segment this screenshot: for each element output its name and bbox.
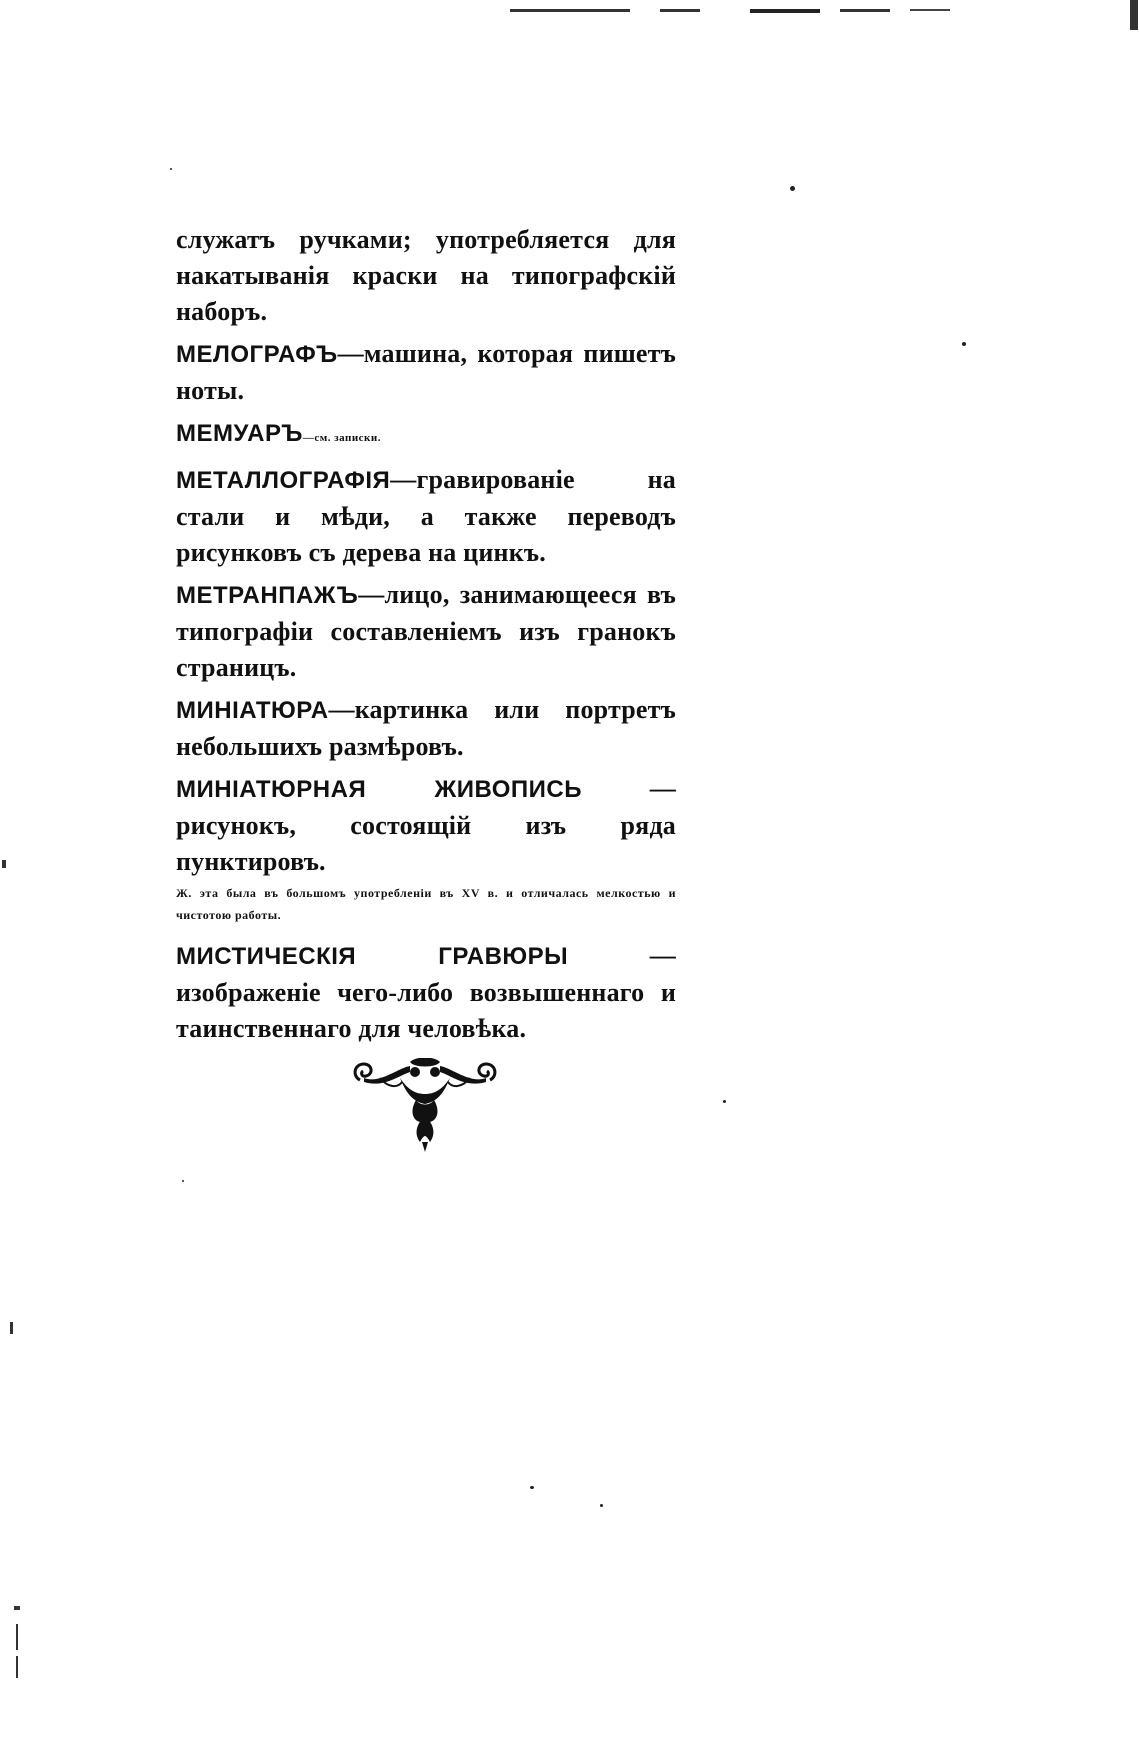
entry-definition: — изображеніе чего-либо возвышеннаго и таинственнаго для человѣка. bbox=[176, 941, 676, 1043]
entry-term: МЕМУАРЪ bbox=[176, 420, 303, 447]
entry-definition: —машина, которая пишетъ ноты. bbox=[176, 339, 676, 405]
ink-speck bbox=[962, 342, 966, 346]
entry-memuar bbox=[176, 415, 676, 456]
scan-left-edge-mark bbox=[14, 1606, 20, 1610]
scan-left-edge-mark bbox=[10, 1322, 13, 1334]
entry-miniatyurnaya-zhivopis bbox=[176, 771, 676, 880]
dictionary-column bbox=[176, 222, 676, 1053]
entry-term: МЕТРАНПАЖЪ bbox=[176, 582, 359, 609]
scan-top-edge-marks bbox=[510, 0, 960, 4]
entry-definition: —лицо, занимающееся въ типографіи составленіемъ изъ гранокъ страницъ. bbox=[176, 580, 676, 682]
ink-speck bbox=[170, 168, 172, 170]
scan-left-edge-mark bbox=[2, 860, 6, 868]
scan-left-edge-mark bbox=[16, 1624, 18, 1650]
ink-speck bbox=[600, 1504, 603, 1507]
entry-definition: —см. записки. bbox=[302, 432, 381, 444]
entry-term: МЕЛОГРАФЪ bbox=[176, 341, 338, 368]
entry-definition: —картинка или портретъ небольшихъ размѣровъ. bbox=[176, 695, 676, 761]
entry-term: МИНІАТЮРА bbox=[176, 697, 329, 724]
entry-melograf bbox=[176, 336, 676, 409]
entry-term: МЕТАЛЛОГРАФІЯ bbox=[176, 467, 391, 494]
entry-term: МИНІАТЮРНАЯ ЖИВОПИСЬ bbox=[176, 776, 582, 803]
ink-speck bbox=[790, 186, 795, 191]
ornament-vignette-icon bbox=[350, 1058, 500, 1158]
ink-speck bbox=[530, 1486, 534, 1489]
entry-metallografiya bbox=[176, 462, 676, 571]
entry-miniatyura bbox=[176, 692, 676, 765]
continuation-text: служатъ ручками; употребляется для накатыванія краски на типографскій наборъ. bbox=[176, 225, 676, 326]
entry-note: Ж. эта была въ большомъ употребленіи въ XV в. и отличалась мелкостью и чистотою работы. bbox=[176, 886, 676, 922]
ink-speck bbox=[723, 1100, 726, 1103]
entry-term: МИСТИЧЕСКІЯ ГРАВЮРЫ bbox=[176, 943, 569, 970]
scan-right-edge-mark bbox=[1130, 0, 1138, 30]
entry-definition: — рисунокъ, состоящій изъ ряда пунктировъ. bbox=[176, 774, 676, 876]
entry-metranpazh bbox=[176, 577, 676, 686]
scan-left-edge-mark bbox=[16, 1656, 18, 1678]
ink-speck bbox=[182, 1180, 184, 1182]
entry-definition: —гравированіе на стали и мѣди, а также переводъ рисунковъ съ дерева на цинкъ. bbox=[176, 465, 676, 567]
entry-misticheskiya-gravyury bbox=[176, 938, 676, 1047]
